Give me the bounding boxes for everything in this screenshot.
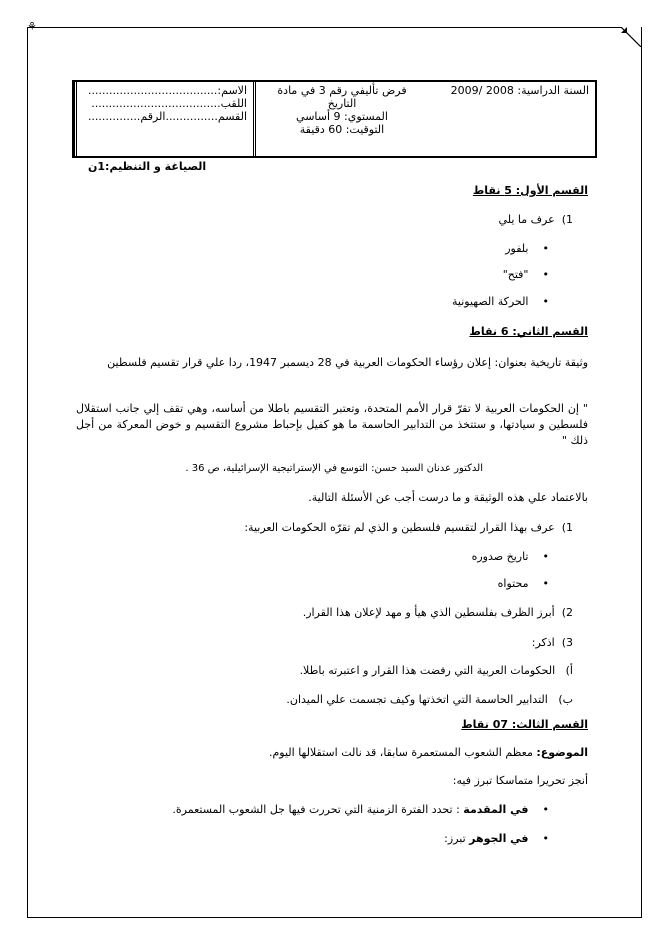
q-num: 3) <box>561 636 573 649</box>
list-item: • تاريخ صدوره <box>472 550 549 563</box>
topic <box>269 746 588 759</box>
task: أنجز تحريرا متماسكا تبرز فيه: <box>452 774 588 787</box>
folded-corner-icon <box>621 27 641 47</box>
list-item <box>444 832 549 845</box>
document-intro: وثيقة تاريخية بعنوان: إعلان رؤساء الحكومات العربية في 28 ديسمبر 1947، ردا علي قرار تقسيم فلسطين <box>107 356 588 369</box>
part2-title: القسم الثاني: 6 نقاط <box>469 325 588 338</box>
instruction: بالاعتماد علي هذه الوثيقة و ما درست أجب عن الأسئلة التالية. <box>308 491 588 504</box>
list-item: • الحركة الصهيونية <box>452 295 549 308</box>
part3-title: القسم الثالث: 07 نقاط <box>461 718 588 731</box>
exam-info <box>253 82 428 156</box>
q-num: 2) <box>561 606 573 619</box>
citation: الدكتور عدنان السيد حسن: التوسع في الإستراتيجية الإسرائيلية، ص 36 . <box>185 463 483 474</box>
exam-level: المستوي: 9 أساسي <box>296 110 388 123</box>
q-num: ب) <box>558 693 573 706</box>
part1-title: القسم الأول: 5 نقاط <box>472 184 588 197</box>
name-field[interactable]: الاسم:..................................... <box>88 84 247 97</box>
q-text: التدابير الحاسمة التي اتخذتها وكيف تجسمت علي الميدان. <box>286 693 548 706</box>
q-text: أبرز الظرف بفلسطين الذي هيأ و مهد لإعلان هذا القرار. <box>302 606 555 619</box>
list-item: • بلفور <box>505 242 549 255</box>
topic-label: الموضوع: <box>536 746 588 759</box>
question-1 <box>244 521 573 534</box>
exam-title: فرض تأليفي رقم 3 في مادة التاريخ <box>277 84 407 110</box>
item-text: : تحدد الفترة الزمنية التي تحررت فيها جل الشعوب المستعمرة. <box>172 803 464 816</box>
question-3 <box>532 636 573 649</box>
question-2 <box>303 606 573 619</box>
list-item <box>172 803 549 816</box>
q-text: عرف بهذا القرار لتقسيم فلسطين و الذي لم تقرّه الحكومات العربية: <box>244 521 555 534</box>
q-text: اذكر: <box>531 636 555 649</box>
q-num: أ) <box>565 664 573 677</box>
q-num: 1) <box>561 521 573 534</box>
school-year <box>428 82 595 156</box>
header-table <box>72 80 597 158</box>
year-text: السنة الدراسية: 2008 /2009 <box>450 84 589 97</box>
item-label: في الجوهر <box>469 832 529 845</box>
document-quote: " إن الحكومات العربية لا تقرّ قرار الأمم المتحدة، وتعتبر التقسيم باطلا من أساسه، وهي تقف إلي جانب استقلال فلسطين و سيادتها، و ستتخذ من التدابير الحاسمة ما هو كفيل بإحباط مشروع التقسيم و خوض المعركة من أجل ذلك " <box>76 402 588 447</box>
exam-duration: التوقيت: 60 دقيقة <box>299 123 385 136</box>
sub-question-b <box>286 693 573 706</box>
corner-mark-icon: ⚘ <box>27 20 37 33</box>
topic-text: معظم الشعوب المستعمرة سابقا، قد نالت استقلالها اليوم. <box>268 746 537 759</box>
class-number-field[interactable]: القسم...............الرقم............... <box>87 110 247 123</box>
part1-question <box>499 213 573 226</box>
q-text: عرف ما يلي <box>498 213 555 226</box>
q-num: 1) <box>561 213 573 226</box>
surname-field[interactable]: اللقب..................................... <box>91 97 247 110</box>
q-text: الحكومات العربية التي رفضت هذا القرار و اعتبرته باطلا. <box>299 664 556 677</box>
list-item: • "فتح" <box>503 268 549 281</box>
item-label: في المقدمة <box>463 803 529 816</box>
formatting-note: الصياغة و التنظيم:1ن <box>88 160 207 173</box>
list-item: • محتواه <box>498 577 549 590</box>
student-info <box>74 82 253 156</box>
item-text: تبرز: <box>444 832 470 845</box>
sub-question-a <box>300 664 573 677</box>
